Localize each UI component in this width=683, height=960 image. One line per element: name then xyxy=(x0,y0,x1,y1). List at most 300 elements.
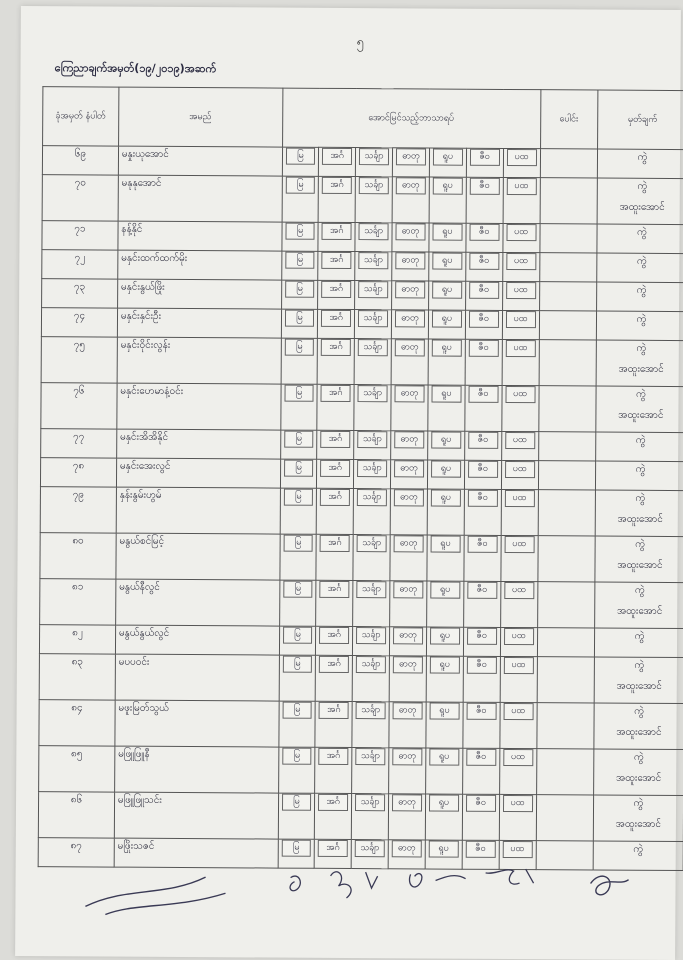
table-row xyxy=(42,221,683,254)
announcement-title: ကြေညာချက်အမှတ်(၁၉/၂၀၁၉)အဆက် xyxy=(54,61,217,76)
subject-label: ဓာတု xyxy=(395,252,425,269)
signatures xyxy=(15,856,676,950)
subject-cell xyxy=(354,339,391,385)
subject-label: ပထ xyxy=(507,149,537,166)
subject-label: သင်္ချာ xyxy=(357,460,387,477)
subject-cell xyxy=(426,748,463,794)
subject-cell xyxy=(428,431,465,460)
subject-label: ပထ xyxy=(505,386,535,403)
subject-cell xyxy=(391,431,428,460)
subject-cell xyxy=(462,748,499,794)
results-table xyxy=(38,86,683,871)
subject-label: ဓာတု xyxy=(392,748,422,765)
subject-cell xyxy=(428,310,465,339)
pass-remark: ကွဲ xyxy=(636,255,647,267)
student-name: နန့်နိုင် xyxy=(118,221,282,251)
subject-cell xyxy=(317,459,354,488)
subject-label: ပထ xyxy=(502,841,532,858)
distinction-remark: အထူးအောင် xyxy=(615,772,662,784)
subject-cell xyxy=(463,581,500,627)
table-row xyxy=(42,146,683,179)
subject-cell xyxy=(279,655,316,701)
subject-cell xyxy=(499,702,536,748)
subject-label: သင်္ချာ xyxy=(356,656,386,673)
subject-cell xyxy=(278,747,315,793)
subject-label: သင်္ချာ xyxy=(358,310,388,327)
total-cell xyxy=(537,628,594,657)
student-name: မနှင်းအေးလွင် xyxy=(116,458,280,488)
subject-label: ဇီဝ xyxy=(467,536,497,553)
subject-label: ဓာတု xyxy=(395,310,425,327)
remark-cell xyxy=(597,149,683,179)
subject-cell xyxy=(355,223,392,252)
subject-cell xyxy=(501,489,538,535)
student-name: မနှုးယုအောင် xyxy=(118,146,282,176)
table-row xyxy=(41,429,683,462)
subject-label: မြ xyxy=(284,339,314,356)
subject-cell xyxy=(503,223,540,252)
subject-cell xyxy=(465,310,502,339)
subject-label: ဇီဝ xyxy=(466,749,496,766)
subject-label: သင်္ချာ xyxy=(359,252,389,269)
subject-cell xyxy=(466,177,503,223)
subject-cell xyxy=(389,702,426,748)
pass-remark: ကွဲ xyxy=(635,463,646,475)
subject-label: အင်္ဂ xyxy=(321,385,351,402)
subject-label: ပထ xyxy=(506,224,536,241)
subject-cell xyxy=(390,489,427,535)
pass-remark: ကွဲ xyxy=(634,659,645,671)
remark-cell xyxy=(597,253,683,283)
pass-remark: ကွဲ xyxy=(635,492,646,504)
subject-label: ရူပ xyxy=(430,582,460,599)
table-row xyxy=(41,383,683,433)
subject-label: ဓာတု xyxy=(394,431,424,448)
subject-cell xyxy=(354,460,391,489)
subject-label: မြ xyxy=(284,310,314,327)
subject-cell xyxy=(279,626,316,655)
subject-label: ရူပ xyxy=(432,311,462,328)
subject-label: မြ xyxy=(283,627,313,644)
subject-label: သင်္ချာ xyxy=(358,281,388,298)
table-row xyxy=(38,792,683,842)
subject-cell xyxy=(353,489,390,535)
subject-label: ဓာတု xyxy=(392,840,422,857)
subject-cell xyxy=(319,147,356,176)
table-row xyxy=(39,700,683,750)
subject-cell xyxy=(317,430,354,459)
table-row xyxy=(42,250,683,283)
roll-number: ၇၇ xyxy=(41,429,117,458)
subject-label: ဇီဝ xyxy=(468,490,498,507)
subject-label: မြ xyxy=(283,489,313,506)
distinction-remark: အထူးအောင် xyxy=(618,409,664,421)
pass-remark: ကွဲ xyxy=(635,434,646,446)
subject-cell xyxy=(427,460,464,489)
student-name: မနှင်းအိအိနိုင် xyxy=(116,429,280,459)
header-name: အမည် xyxy=(118,87,282,147)
total-cell xyxy=(536,749,594,795)
total-cell xyxy=(537,536,595,582)
total-cell xyxy=(539,282,596,311)
distinction-remark: အထူးအောင် xyxy=(617,559,663,571)
subject-cell xyxy=(354,431,391,460)
subject-cell xyxy=(280,459,317,488)
subject-label: သင်္ချာ xyxy=(355,748,385,765)
subject-cell xyxy=(316,626,353,655)
subject-cell xyxy=(280,488,317,534)
subject-cell xyxy=(463,656,500,702)
subject-label: ရူပ xyxy=(432,224,462,241)
roll-number: ၇၂ xyxy=(42,250,118,279)
subject-label: သင်္ချာ xyxy=(359,177,389,194)
subject-cell xyxy=(317,488,354,534)
subject-label: ဓာတု xyxy=(393,581,423,598)
subject-cell xyxy=(354,385,391,431)
subject-label: မြ xyxy=(285,148,315,165)
remark-cell xyxy=(597,178,683,225)
total-cell xyxy=(538,386,596,432)
subject-cell xyxy=(316,534,353,580)
table-body xyxy=(38,146,683,871)
subject-label: ဇီဝ xyxy=(469,311,499,328)
signature-mark xyxy=(409,873,465,887)
roll-number: ၆၉ xyxy=(42,146,118,175)
subject-label: သင်္ချာ xyxy=(359,148,389,165)
student-name: မနွယ်နီလွင် xyxy=(115,579,279,626)
subject-label: ဇီဝ xyxy=(468,386,498,403)
subject-cell xyxy=(465,281,502,310)
subject-cell xyxy=(465,385,502,431)
subject-cell xyxy=(392,148,429,177)
subject-label: အင်္ဂ xyxy=(320,581,350,598)
subject-cell xyxy=(318,176,355,222)
subject-cell xyxy=(464,460,501,489)
student-name: မနှင်းဟေမာနံ့ဝင်း xyxy=(117,383,281,430)
subject-cell xyxy=(503,148,540,177)
subject-cell xyxy=(464,431,501,460)
signature-mark xyxy=(85,876,225,915)
subject-cell xyxy=(353,581,390,627)
table-row xyxy=(40,458,683,491)
subject-cell xyxy=(392,252,429,281)
total-cell xyxy=(540,149,597,178)
subject-label: ဇီဝ xyxy=(468,461,498,478)
subject-label: အင်္ဂ xyxy=(319,656,349,673)
remark-cell xyxy=(593,749,683,796)
subject-label: ပထ xyxy=(506,311,536,328)
subject-cell xyxy=(463,627,500,656)
subject-label: ပထ xyxy=(505,461,535,478)
subject-cell xyxy=(389,748,426,794)
subject-cell xyxy=(500,535,537,581)
subject-label: ပထ xyxy=(506,282,536,299)
subject-label: ရူပ xyxy=(431,461,461,478)
total-cell xyxy=(540,178,598,224)
table-row xyxy=(40,487,683,537)
subject-label: ပထ xyxy=(503,657,533,674)
subject-label: ဇီဝ xyxy=(468,432,498,449)
subject-label: ဓာတု xyxy=(395,281,425,298)
pass-remark: ကွဲ xyxy=(634,630,645,642)
subject-cell xyxy=(392,281,429,310)
subject-label: သင်္ချာ xyxy=(355,794,385,811)
roll-number: ၈၁ xyxy=(40,579,116,625)
subject-cell xyxy=(355,281,392,310)
subject-cell xyxy=(390,581,427,627)
subject-label: ဓာတု xyxy=(393,656,423,673)
remark-cell xyxy=(596,282,683,312)
subject-label: ရူပ xyxy=(431,432,461,449)
subject-cell xyxy=(429,148,466,177)
distinction-remark: အထူးအောင် xyxy=(616,680,662,692)
subject-label: ဓာတု xyxy=(394,535,424,552)
subject-label: ရူပ xyxy=(429,749,459,766)
subject-cell xyxy=(499,794,536,840)
table-row xyxy=(39,625,683,658)
subject-label: ဇီဝ xyxy=(470,149,500,166)
subject-cell xyxy=(502,310,539,339)
subject-cell xyxy=(426,627,463,656)
subject-label: ဇီဝ xyxy=(467,628,497,645)
subject-label: ဇီဝ xyxy=(469,282,499,299)
subject-label: မြ xyxy=(282,702,312,719)
subject-cell xyxy=(428,339,465,385)
roll-number: ၇၃ xyxy=(42,279,118,308)
subject-cell xyxy=(318,309,355,338)
subject-cell xyxy=(315,701,352,747)
table-row xyxy=(40,533,683,583)
subject-cell xyxy=(316,655,353,701)
subject-cell xyxy=(279,580,316,626)
subject-label: ဇီဝ xyxy=(465,841,495,858)
subject-label: မြ xyxy=(283,581,313,598)
pass-remark: ကွဲ xyxy=(637,180,648,192)
total-cell xyxy=(539,224,596,253)
subject-label: အင်္ဂ xyxy=(321,339,351,356)
subject-cell xyxy=(466,148,503,177)
subject-label: ပထ xyxy=(505,432,535,449)
subject-label: ဓာတု xyxy=(396,148,426,165)
pass-remark: ကွဲ xyxy=(635,538,645,550)
total-cell xyxy=(538,490,596,536)
remark-cell xyxy=(596,340,683,387)
subject-label: ရူပ xyxy=(432,282,462,299)
student-name: မနွယ်စင်မြင့် xyxy=(116,533,280,580)
subject-label: ဇီဝ xyxy=(467,657,497,674)
subject-cell xyxy=(282,147,319,176)
subject-cell xyxy=(389,656,426,702)
subject-cell xyxy=(315,747,352,793)
subject-cell xyxy=(502,252,539,281)
total-cell xyxy=(539,253,596,282)
subject-cell xyxy=(429,252,466,281)
distinction-remark: အထူးအောင် xyxy=(617,513,663,525)
subject-label: ဓာတု xyxy=(392,794,422,811)
total-cell xyxy=(538,461,595,490)
subject-cell xyxy=(503,177,540,223)
subject-cell xyxy=(281,280,318,309)
subject-cell xyxy=(317,384,354,430)
subject-cell xyxy=(318,251,355,280)
student-name: မဖြိုးသဇင် xyxy=(114,838,278,868)
student-name: မနှင်းဝိုင်းလွန်း xyxy=(117,337,281,384)
subject-label: သင်္ချာ xyxy=(357,431,387,448)
subject-cell xyxy=(465,252,502,281)
subject-cell xyxy=(464,535,501,581)
total-cell xyxy=(539,311,596,340)
subject-label: မြ xyxy=(283,535,313,552)
subject-label: ပထ xyxy=(503,795,533,812)
subject-label: သင်္ချာ xyxy=(356,627,386,644)
header-subjects: အောင်မြင်သည့်ဘာသာရပ် xyxy=(282,88,540,149)
signature-mark xyxy=(290,876,300,891)
subject-label: ဇီဝ xyxy=(466,795,496,812)
subject-label: ပထ xyxy=(504,490,534,507)
roll-number: ၈၀ xyxy=(40,533,116,579)
subject-cell xyxy=(501,431,538,460)
subject-cell xyxy=(317,338,354,384)
pass-remark: ကွဲ xyxy=(633,751,644,763)
subject-cell xyxy=(500,656,537,702)
roll-number: ၇၁ xyxy=(42,221,118,250)
remark-cell xyxy=(596,311,683,341)
subject-cell xyxy=(427,535,464,581)
subject-label: ရူပ xyxy=(429,840,459,857)
total-cell xyxy=(539,340,597,386)
pass-remark: ကွဲ xyxy=(637,226,647,238)
subject-label: ရူပ xyxy=(430,657,460,674)
subject-cell xyxy=(356,148,393,177)
table-row xyxy=(42,279,683,312)
subject-cell xyxy=(281,309,318,338)
distinction-remark: အထူးအောင် xyxy=(615,818,662,830)
subject-label: မြ xyxy=(282,656,312,673)
subject-label: အင်္ဂ xyxy=(318,840,348,857)
table-row xyxy=(41,308,683,341)
subject-label: ဓာတု xyxy=(394,460,424,477)
pass-remark: ကွဲ xyxy=(634,584,645,596)
subject-label: ပထ xyxy=(505,340,535,357)
subject-label: ရူပ xyxy=(430,536,460,553)
subject-label: အင်္ဂ xyxy=(318,794,348,811)
subject-cell xyxy=(316,580,353,626)
header-total: ပေါင်း xyxy=(540,90,598,149)
subject-cell xyxy=(278,701,315,747)
table-row xyxy=(39,746,683,796)
subject-label: ပထ xyxy=(506,178,536,195)
subject-label: ရူပ xyxy=(429,795,459,812)
roll-number: ၇၉ xyxy=(40,487,116,533)
subject-label: သင်္ချာ xyxy=(357,581,387,598)
subject-label: ပထ xyxy=(504,582,534,599)
subject-label: ပထ xyxy=(503,749,533,766)
subject-label: အင်္ဂ xyxy=(319,702,349,719)
subject-cell xyxy=(427,489,464,535)
subject-label: မြ xyxy=(285,281,315,298)
roll-number: ၈၇ xyxy=(38,838,114,867)
total-cell xyxy=(537,657,595,703)
subject-cell xyxy=(281,222,318,251)
subject-label: အင်္ဂ xyxy=(319,748,349,765)
roll-number: ၇၆ xyxy=(41,383,117,429)
subject-label: ဓာတု xyxy=(395,339,425,356)
subject-cell xyxy=(352,656,389,702)
signature-mark xyxy=(486,869,534,884)
pass-remark: ကွဲ xyxy=(636,284,647,296)
remark-cell xyxy=(594,703,683,750)
subject-label: ရူပ xyxy=(433,149,463,166)
roll-number: ၈၄ xyxy=(39,700,115,746)
pass-remark: ကွဲ xyxy=(633,843,644,855)
subject-cell xyxy=(425,794,462,840)
total-cell xyxy=(536,795,594,841)
subject-cell xyxy=(388,794,425,840)
student-name: မဖူးမြတ်သွယ် xyxy=(115,700,279,747)
subject-label: အင်္ဂ xyxy=(322,252,352,269)
subject-label: အင်္ဂ xyxy=(320,535,350,552)
subject-label: သင်္ချာ xyxy=(356,702,386,719)
subject-cell xyxy=(391,310,428,339)
remark-cell xyxy=(594,628,683,658)
subject-cell xyxy=(278,793,315,839)
subject-cell xyxy=(318,222,355,251)
subject-cell xyxy=(355,310,392,339)
subject-label: ဓာတု xyxy=(393,702,423,719)
remark-cell xyxy=(594,657,683,704)
subject-label: မြ xyxy=(282,748,312,765)
subject-cell xyxy=(465,339,502,385)
subject-cell xyxy=(352,794,389,840)
page-number: ၅ xyxy=(356,35,365,51)
subject-cell xyxy=(353,535,390,581)
total-cell xyxy=(537,582,595,628)
subject-label: ဇီဝ xyxy=(466,703,496,720)
subject-cell xyxy=(499,748,536,794)
subject-label: ဇီဝ xyxy=(470,178,500,195)
subject-cell xyxy=(428,281,465,310)
subject-label: ဇီဝ xyxy=(469,224,499,241)
subject-cell xyxy=(464,489,501,535)
subject-cell xyxy=(281,251,318,280)
subject-cell xyxy=(390,627,427,656)
remark-cell xyxy=(595,536,683,583)
roll-number: ၇၅ xyxy=(41,337,117,383)
subject-label: ရူပ xyxy=(433,178,463,195)
subject-cell xyxy=(466,223,503,252)
remark-cell xyxy=(593,795,683,842)
subject-label: မြ xyxy=(285,177,315,194)
subject-label: သင်္ချာ xyxy=(358,385,388,402)
subject-label: ဓာတု xyxy=(396,223,426,240)
subject-label: သင်္ချာ xyxy=(358,339,388,356)
subject-label: ရူပ xyxy=(431,490,461,507)
subject-cell xyxy=(353,627,390,656)
subject-cell xyxy=(318,280,355,309)
subject-label: မြ xyxy=(281,840,311,857)
table-row xyxy=(41,337,683,387)
subject-cell xyxy=(352,702,389,748)
subject-cell xyxy=(462,794,499,840)
subject-label: အင်္ဂ xyxy=(322,281,352,298)
subject-label: ဓာတု xyxy=(393,627,423,644)
subject-cell xyxy=(390,535,427,581)
subject-cell xyxy=(426,702,463,748)
subject-label: ပထ xyxy=(504,536,534,553)
student-name: မနွယ်နွယ်လွင် xyxy=(115,625,279,655)
subject-cell xyxy=(501,460,538,489)
header-remark: မှတ်ချက် xyxy=(597,90,683,150)
